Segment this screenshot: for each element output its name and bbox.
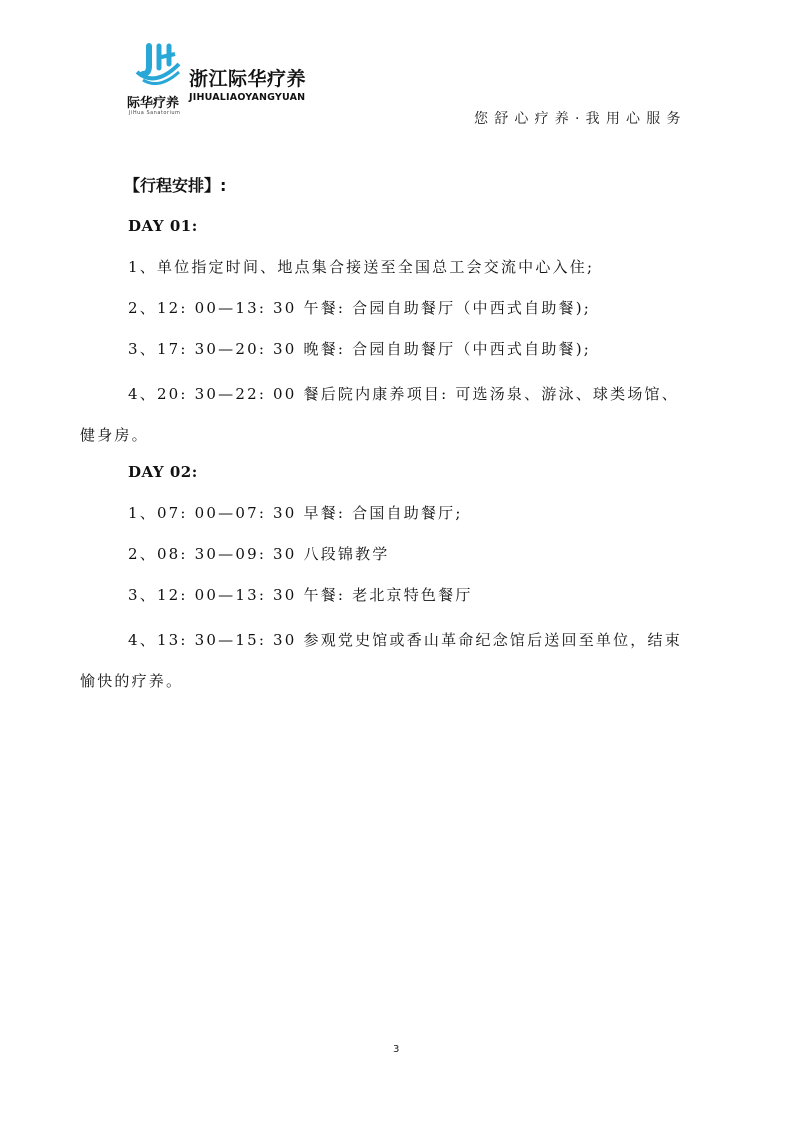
itinerary-item: 1、07: 00—07: 30 早餐: 合国自助餐厅;	[128, 504, 463, 522]
logo-en-small: JiHua Sanatorium	[129, 110, 181, 116]
itinerary-item: 3、17: 30—20: 30 晚餐: 合园自助餐厅（中西式自助餐);	[128, 340, 592, 358]
logo-en-big: JIHUALIAOYANGYUAN	[189, 92, 306, 103]
jh-wave-logo-icon	[135, 42, 181, 88]
itinerary-item: 4、20: 30—22: 00 餐后院内康养项目: 可选汤泉、游泳、球类场馆、健身房。	[80, 385, 679, 444]
itinerary-item: 3、12: 00—13: 30 午餐: 老北京特色餐厅	[128, 586, 473, 604]
day-title: DAY 02:	[128, 463, 198, 481]
section-heading: 【行程安排】:	[124, 176, 227, 195]
company-logo	[127, 42, 317, 117]
logo-cn-small: 际华疗养	[127, 96, 180, 111]
itinerary-item: 2、12: 00—13: 30 午餐: 合园自助餐厅（中西式自助餐);	[128, 299, 592, 317]
day-title: DAY 01:	[128, 217, 198, 235]
logo-cn-big: 浙江际华疗养	[189, 68, 307, 90]
document-body	[80, 170, 696, 702]
itinerary-item: 2、08: 30—09: 30 八段锦教学	[128, 545, 390, 563]
itinerary-item: 1、单位指定时间、地点集合接送至全国总工会交流中心入住;	[128, 258, 595, 276]
header-slogan: 您舒心疗养·我用心服务	[474, 111, 687, 127]
itinerary-item: 4、13: 30—15: 30 参观党史馆或香山革命纪念馆后送回至单位，结束愉快的疗养。	[80, 631, 682, 690]
page-number: 3	[393, 1044, 400, 1055]
